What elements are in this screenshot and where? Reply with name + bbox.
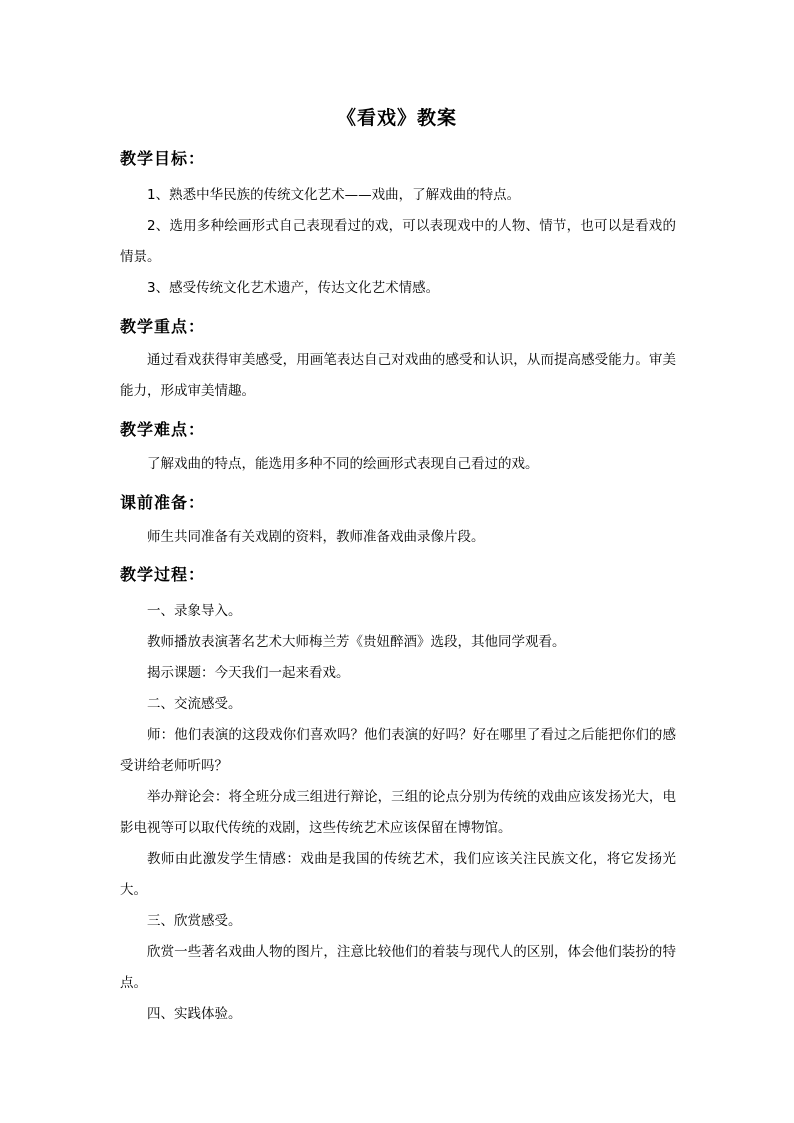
paragraph: 四、实践体验。 — [147, 1006, 242, 1022]
section-heading-difficulties: 教学难点： — [120, 420, 206, 439]
section-heading-key-points: 教学重点： — [120, 317, 206, 336]
paragraph: 1、熟悉中华民族的传统文化艺术——戏曲，了解戏曲的特点。 — [147, 187, 521, 203]
paragraph: 三、欣赏感受。 — [147, 913, 242, 929]
paragraph: 二、交流感受。 — [147, 696, 242, 712]
section-heading-preparation: 课前准备： — [120, 493, 206, 512]
paragraph: 2、选用多种绘画形式自己表现看过的戏，可以表现戏中的人物、情节，也可以是看戏的情景。 — [120, 218, 676, 265]
paragraph: 教师由此激发学生情感：戏曲是我国的传统艺术，我们应该关注民族文化，将它发扬光大。 — [120, 851, 676, 898]
paragraph: 举办辩论会：将全班分成三组进行辩论，三组的论点分别为传统的戏曲应该发扬光大，电影电视等可以取代传统的戏剧，这些传统艺术应该保留在博物馆。 — [120, 789, 676, 836]
paragraph: 教师播放表演著名艺术大师梅兰芳《贵妞醉酒》选段，其他同学观看。 — [147, 634, 566, 650]
paragraph: 一、录象导入。 — [147, 603, 242, 619]
paragraph: 通过看戏获得审美感受，用画笔表达自己对戏曲的感受和认识，从而提高感受能力。审美能力，形成审美情趣。 — [120, 352, 676, 399]
document-title: 《看戏》教案 — [336, 107, 457, 129]
paragraph: 欣赏一些著名戏曲人物的图片，注意比较他们的着装与现代人的区别，体会他们装扮的特点。 — [120, 944, 676, 991]
paragraph: 了解戏曲的特点，能选用多种不同的绘画形式表现自己看过的戏。 — [147, 456, 539, 472]
paragraph: 揭示课题：今天我们一起来看戏。 — [147, 665, 350, 681]
section-heading-process: 教学过程： — [120, 565, 206, 584]
section-heading-objectives: 教学目标： — [120, 149, 206, 168]
paragraph: 师生共同准备有关戏剧的资料，教师准备戏曲录像片段。 — [147, 529, 485, 545]
paragraph: 3、感受传统文化艺术遗产，传达文化艺术情感。 — [147, 280, 440, 296]
paragraph: 师：他们表演的这段戏你们喜欢吗？他们表演的好吗？好在哪里了看过之后能把你们的感受讲给老师听吗？ — [120, 727, 676, 774]
